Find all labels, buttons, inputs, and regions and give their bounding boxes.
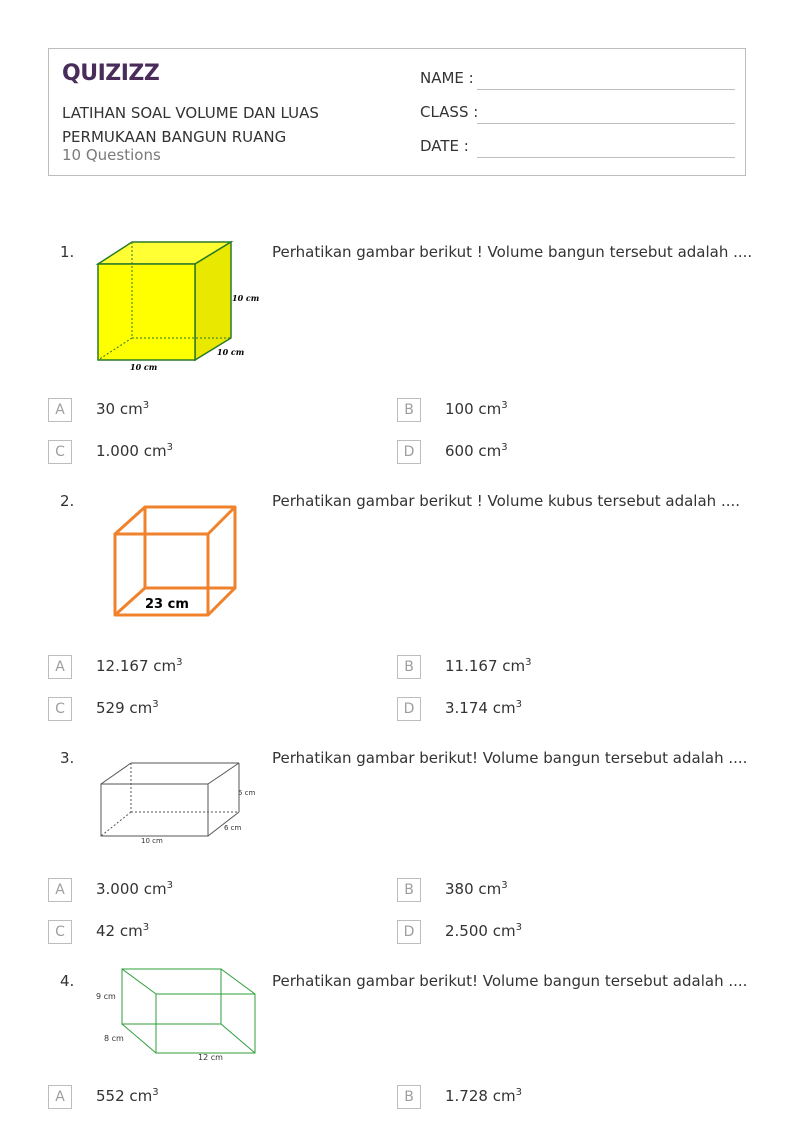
class-line: [477, 123, 735, 124]
option-a-marker[interactable]: A: [48, 878, 72, 902]
worksheet-header: [48, 48, 746, 176]
option-b-marker[interactable]: B: [397, 655, 421, 679]
option-c-marker[interactable]: C: [48, 440, 72, 464]
fig-label: 10 cm: [141, 837, 163, 845]
option-b-text[interactable]: 11.167 $cm^3$: [445, 657, 532, 675]
quizizz-logo: QUIZIZZ: [62, 61, 160, 86]
cube-figure-q1: [92, 236, 262, 374]
option-a-marker[interactable]: A: [48, 1085, 72, 1109]
class-field[interactable]: [420, 103, 735, 125]
question-number: 4.: [60, 972, 75, 990]
option-d-marker[interactable]: D: [397, 697, 421, 721]
question-text: Perhatikan gambar berikut! Volume bangun tersebut adalah ....: [272, 972, 748, 990]
name-field[interactable]: [420, 69, 735, 91]
option-b-marker[interactable]: B: [397, 398, 421, 422]
question-text: Perhatikan gambar berikut ! Volume bangun tersebut adalah ....: [272, 243, 753, 261]
question-text: Perhatikan gambar berikut ! Volume kubus tersebut adalah ....: [272, 492, 741, 510]
fig-label: 10 cm: [217, 347, 245, 357]
option-c-text[interactable]: 529 $cm^3$: [96, 699, 159, 717]
option-d-marker[interactable]: D: [397, 920, 421, 944]
option-d-text[interactable]: 600 $cm^3$: [445, 442, 508, 460]
class-label: CLASS :: [420, 103, 479, 121]
option-a-marker[interactable]: A: [48, 398, 72, 422]
name-line: [477, 89, 735, 90]
cuboid-figure-q3: [96, 757, 260, 849]
date-label: DATE :: [420, 137, 469, 155]
option-d-text[interactable]: 2.500 $cm^3$: [445, 922, 522, 940]
worksheet-title: LATIHAN SOAL VOLUME DAN LUAS PERMUKAAN BANGUN RUANG: [62, 104, 319, 146]
option-b-text[interactable]: 100 $cm^3$: [445, 400, 508, 418]
option-b-marker[interactable]: B: [397, 1085, 421, 1109]
option-b-text[interactable]: 1.728 $cm^3$: [445, 1087, 522, 1105]
question-number: 3.: [60, 749, 75, 767]
fig-label: 23 cm: [145, 597, 189, 612]
cuboid-figure-q4: [94, 962, 262, 1064]
fig-label: 12 cm: [198, 1053, 223, 1062]
fig-label: 9 cm: [96, 992, 116, 1001]
option-c-marker[interactable]: C: [48, 920, 72, 944]
fig-label: 8 cm: [104, 1034, 124, 1043]
question-count: 10 Questions: [62, 146, 161, 164]
date-line: [477, 157, 735, 158]
fig-label: 10 cm: [232, 293, 260, 303]
question-number: 2.: [60, 492, 75, 510]
question-number: 1.: [60, 243, 75, 261]
cube-figure-q2: [108, 500, 244, 622]
option-c-text[interactable]: 1.000 $cm^3$: [96, 442, 173, 460]
option-c-text[interactable]: 42 $cm^3$: [96, 922, 150, 940]
option-b-text[interactable]: 380 $cm^3$: [445, 880, 508, 898]
option-a-text[interactable]: 3.000 $cm^3$: [96, 880, 173, 898]
fig-label: 10 cm: [130, 362, 158, 372]
fig-label: 6 cm: [224, 824, 242, 832]
option-a-marker[interactable]: A: [48, 655, 72, 679]
option-a-text[interactable]: 30 $cm^3$: [96, 400, 150, 418]
fig-label: 5 cm: [238, 789, 256, 797]
option-a-text[interactable]: 12.167 $cm^3$: [96, 657, 183, 675]
question-text: Perhatikan gambar berikut! Volume bangun tersebut adalah ....: [272, 749, 748, 767]
date-field[interactable]: [420, 137, 735, 159]
option-c-marker[interactable]: C: [48, 697, 72, 721]
name-label: NAME :: [420, 69, 474, 87]
option-d-marker[interactable]: D: [397, 440, 421, 464]
option-a-text[interactable]: 552 $cm^3$: [96, 1087, 159, 1105]
option-b-marker[interactable]: B: [397, 878, 421, 902]
option-d-text[interactable]: 3.174 $cm^3$: [445, 699, 522, 717]
